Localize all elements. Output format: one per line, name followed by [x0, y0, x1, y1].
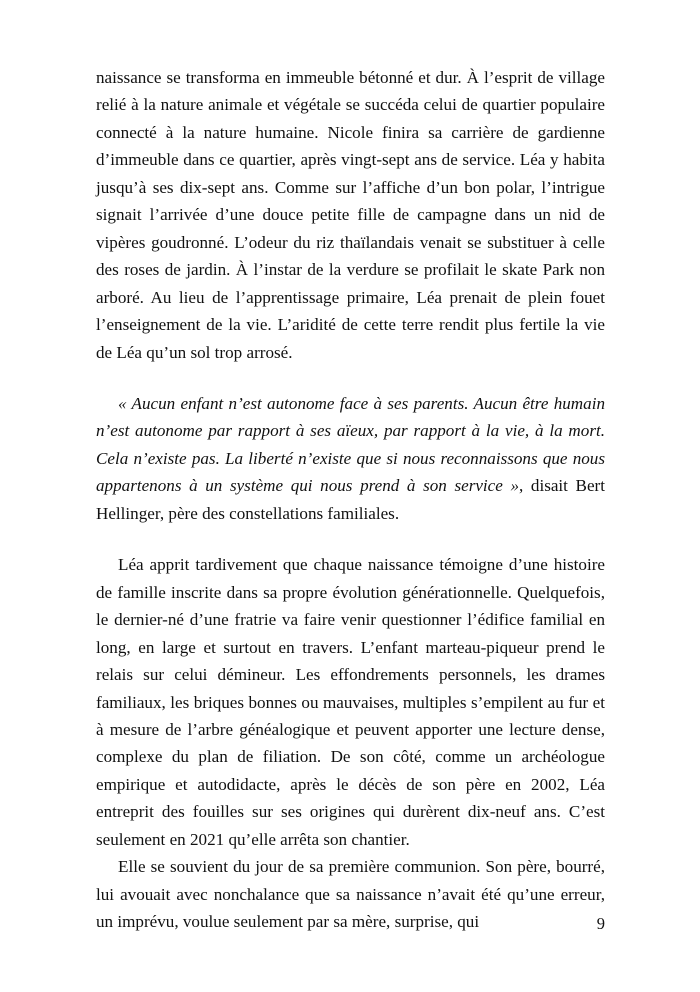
paragraph-continuation: naissance se transforma en immeuble bétonné et dur. À l’esprit de village relié à la nature animale et végétale se succéda celui de quartier populaire connecté à la nature humaine. Nicole finira sa carrière de gardienne d’immeuble dans ce quartier, après vingt-sept ans de service. Léa y habita jusqu’à ses dix-sept ans. Comme sur l’affiche d’un bon polar, l’intrigue signait l’arrivée d’une douce petite fille de campagne dans un nid de vipères goudronné. L’odeur du riz thaïlandais venait se substituer à celle des roses de jardin. À l’instar de la verdure se profilait le skate Park non arboré. Au lieu de l’apprentissage primaire, Léa prenait de plein fouet l’enseignement de la vie. L’aridité de cette terre rendit plus fertile la vie de Léa qu’un sol trop arrosé.: [96, 68, 605, 362]
quotation-attribution: , disait Bert Hellinger, père des constellations familiales.: [96, 476, 605, 523]
paragraph-quotation: [96, 390, 605, 527]
paragraph-lea-apprit: Léa apprit tardivement que chaque naissance témoigne d’une histoire de famille inscrite dans sa propre évolution générationnelle. Quelquefois, le dernier-né d’une fratrie va faire venir questionner l’édifice familial en long, en large et surtout en travers. L’enfant marteau-piqueur prend le relais sur celui démineur. Les effondrements personnels, les drames familiaux, les briques bonnes ou mauvaises, multiples s’empilent au fur et à mesure de l’arbre généalogique et peuvent apporter une lecture dense, complexe du plan de filiation. De son côté, comme un archéologue empirique et autodidacte, après le décès de son père en 2002, Léa entreprit des fouilles sur ses origines qui durèrent dix-neuf ans. C’est seulement en 2021 qu’elle arrêta son chantier.: [96, 555, 605, 849]
quotation-text: « Aucun enfant n’est autonome face à ses parents. Aucun être humain n’est autonome par rapport à ses aïeux, par rapport à la vie, à la mort. Cela n’existe pas. La liberté n’existe que si nous reconnaissons que nous appartenons à un système qui nous prend à son service »: [96, 393, 605, 496]
page-number: 9: [596, 914, 605, 933]
body-text-block: [96, 64, 605, 936]
paragraph-elle-se-souvient: Elle se souvient du jour de sa première communion. Son père, bourré, lui avouait avec nonchalance que sa naissance n’avait été qu’une erreur, un imprévu, voulue seulement par sa mère, surprise, qui: [96, 857, 605, 932]
